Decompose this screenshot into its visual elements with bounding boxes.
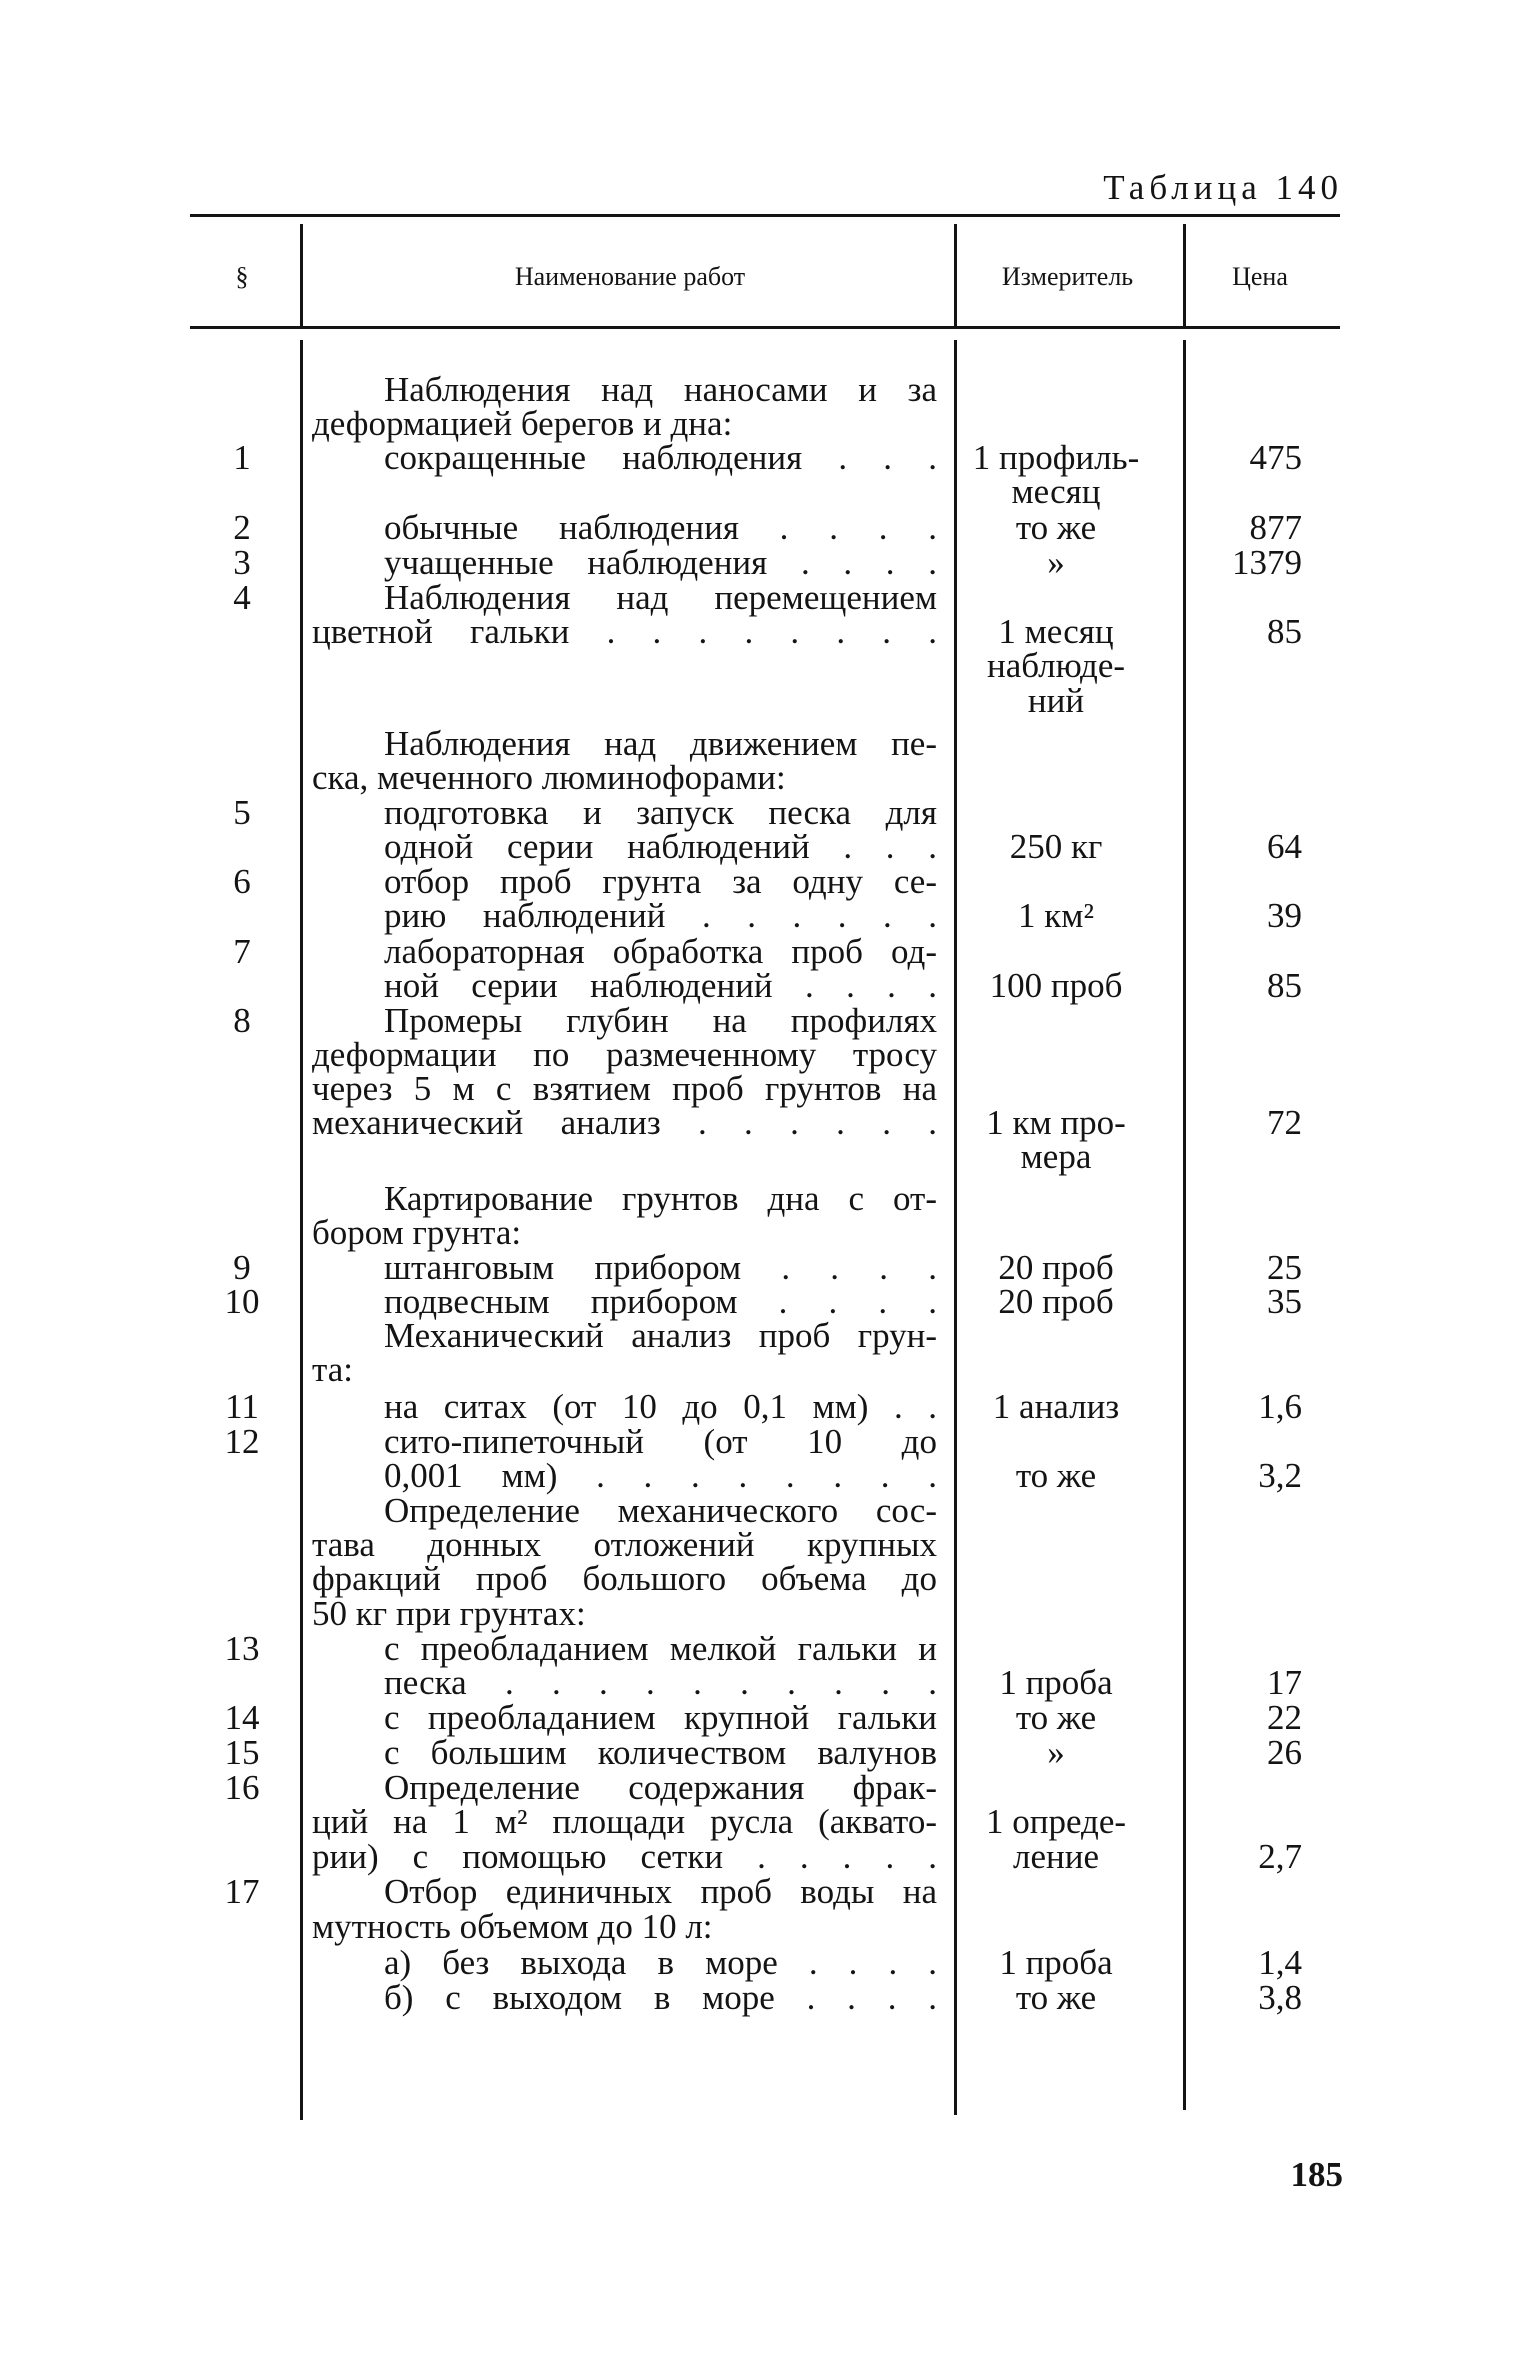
work-name: с преобладанием крупной гальки <box>384 1698 937 1737</box>
header-price: Цена <box>1232 262 1288 291</box>
price-value: 85 <box>1267 966 1302 1005</box>
price-value: 1,6 <box>1258 1387 1302 1426</box>
section-number: 17 <box>224 1872 260 1911</box>
unit-of-measure: 1 месяц <box>998 612 1114 651</box>
work-name: обычные наблюдения . . . . <box>384 508 937 547</box>
section-number: 16 <box>224 1768 260 1807</box>
work-name: Определение содержания фрак- <box>384 1768 937 1807</box>
unit-of-measure: мера <box>1020 1137 1092 1176</box>
work-name: та: <box>312 1350 353 1389</box>
work-name: бором грунта: <box>312 1213 522 1252</box>
section-number: 9 <box>233 1248 251 1287</box>
work-name: Механический анализ проб грун- <box>384 1316 937 1355</box>
unit-of-measure: то же <box>1015 1978 1097 2017</box>
work-name: с большим количеством валунов <box>384 1733 937 1772</box>
work-name: Отбор единичных проб воды на <box>384 1872 937 1911</box>
price-value: 3,8 <box>1258 1978 1302 2017</box>
work-name: ной серии наблюдений . . . . <box>384 966 937 1005</box>
column-divider <box>1183 224 1186 327</box>
work-name: Наблюдения над наносами и за <box>384 370 937 409</box>
column-divider <box>300 340 303 2120</box>
work-name: фракций проб большого объема до <box>312 1559 937 1598</box>
column-divider <box>954 340 957 2115</box>
section-number: 12 <box>224 1422 260 1461</box>
price-value: 26 <box>1267 1733 1302 1772</box>
price-value: 1,4 <box>1258 1943 1302 1982</box>
column-divider <box>1183 340 1186 2110</box>
work-name: сито-пипеточный (от 10 до <box>384 1422 937 1461</box>
work-name: на ситах (от 10 до 0,1 мм) . . <box>384 1387 937 1426</box>
price-value: 475 <box>1249 438 1302 477</box>
price-value: 1379 <box>1232 543 1302 582</box>
section-number: 4 <box>233 578 251 617</box>
header-section: § <box>235 262 249 291</box>
section-number: 3 <box>233 543 251 582</box>
work-name: а) без выхода в море . . . . <box>384 1943 937 1982</box>
section-number: 13 <box>224 1629 260 1668</box>
unit-of-measure: месяц <box>1011 472 1101 511</box>
work-name: б) с выходом в море . . . . <box>384 1978 937 2017</box>
unit-of-measure: 1 проба <box>999 1663 1113 1702</box>
work-name: ска, меченного люминофорами: <box>312 758 786 797</box>
section-number: 6 <box>233 862 251 901</box>
work-name: рию наблюдений . . . . . . <box>384 896 937 935</box>
work-name: Наблюдения над перемещением <box>384 578 937 617</box>
price-value: 64 <box>1267 827 1302 866</box>
unit-of-measure: 100 проб <box>989 966 1123 1005</box>
unit-of-measure: 1 профиль- <box>972 438 1140 477</box>
work-name: лабораторная обработка проб од- <box>384 932 937 971</box>
unit-of-measure: то же <box>1015 508 1097 547</box>
unit-of-measure: 1 км про- <box>986 1103 1126 1142</box>
table-top-rule <box>190 214 1340 217</box>
price-value: 22 <box>1267 1698 1302 1737</box>
unit-of-measure: 1 проба <box>999 1943 1113 1982</box>
table-title: Таблица 140 <box>1103 168 1343 207</box>
section-number: 14 <box>224 1698 260 1737</box>
section-number: 15 <box>224 1733 260 1772</box>
unit-of-measure: 250 кг <box>1009 827 1103 866</box>
work-name: Наблюдения над движением пе- <box>384 724 937 763</box>
work-name: одной серии наблюдений . . . <box>384 827 937 866</box>
work-name: через 5 м с взятием проб грунтов на <box>312 1069 937 1108</box>
unit-of-measure: 1 опреде- <box>985 1802 1127 1841</box>
work-name: цветной гальки . . . . . . . . <box>312 612 937 651</box>
header-unit: Измеритель <box>1001 262 1134 291</box>
work-name: 0,001 мм) . . . . . . . . <box>384 1456 937 1495</box>
price-value: 3,2 <box>1258 1456 1302 1495</box>
section-number: 8 <box>233 1001 251 1040</box>
price-value: 39 <box>1267 896 1302 935</box>
work-name: механический анализ . . . . . . <box>312 1103 937 1142</box>
work-name: Картирование грунтов дна с от- <box>384 1179 937 1218</box>
work-name: отбор проб грунта за одну се- <box>384 862 937 901</box>
header-name: Наименование работ <box>514 262 746 291</box>
page-number: 185 <box>1290 2155 1343 2194</box>
price-value: 72 <box>1267 1103 1302 1142</box>
work-name: 50 кг при грунтах: <box>312 1594 586 1633</box>
work-name: тава донных отложений крупных <box>312 1525 937 1564</box>
work-name: песка . . . . . . . . . . <box>384 1663 937 1702</box>
section-number: 7 <box>233 932 251 971</box>
work-name: штанговым прибором . . . . <box>384 1248 937 1287</box>
unit-of-measure: то же <box>1015 1698 1097 1737</box>
unit-of-measure: наблюде- <box>986 646 1126 685</box>
section-number: 2 <box>233 508 251 547</box>
work-name: Промеры глубин на профилях <box>384 1001 937 1040</box>
price-value: 25 <box>1267 1248 1302 1287</box>
unit-of-measure: 20 проб <box>998 1248 1114 1287</box>
price-value: 35 <box>1267 1282 1302 1321</box>
work-name: мутность объемом до 10 л: <box>312 1907 713 1946</box>
unit-of-measure: » <box>1047 543 1065 582</box>
price-value: 2,7 <box>1258 1837 1302 1876</box>
unit-of-measure: 1 анализ <box>992 1387 1120 1426</box>
work-name: сокращенные наблюдения . . . <box>384 438 937 477</box>
price-value: 85 <box>1267 612 1302 651</box>
work-name: рии) с помощью сетки . . . . . <box>312 1837 937 1876</box>
work-name: Определение механического сос- <box>384 1491 937 1530</box>
work-name: подготовка и запуск песка для <box>384 793 937 832</box>
column-divider <box>954 224 957 327</box>
unit-of-measure: » <box>1047 1733 1065 1772</box>
section-number: 1 <box>233 438 251 477</box>
column-divider <box>300 224 303 327</box>
unit-of-measure: то же <box>1015 1456 1097 1495</box>
unit-of-measure: 20 проб <box>998 1282 1114 1321</box>
work-name: деформации по размеченному тросу <box>312 1035 937 1074</box>
work-name: с преобладанием мелкой гальки и <box>384 1629 937 1668</box>
section-number: 5 <box>233 793 251 832</box>
unit-of-measure: ний <box>1027 681 1085 720</box>
table-header-rule <box>190 326 1340 329</box>
section-number: 10 <box>224 1282 260 1321</box>
price-value: 17 <box>1267 1663 1302 1702</box>
price-value: 877 <box>1249 508 1302 547</box>
work-name: учащенные наблюдения . . . . <box>384 543 937 582</box>
work-name: подвесным прибором . . . . <box>384 1282 937 1321</box>
work-name: деформацией берегов и дна: <box>312 404 733 443</box>
unit-of-measure: ление <box>1013 1837 1099 1876</box>
work-name: ций на 1 м² площади русла (аквато- <box>312 1802 937 1841</box>
unit-of-measure: 1 км² <box>1018 896 1094 935</box>
section-number: 11 <box>225 1387 259 1426</box>
